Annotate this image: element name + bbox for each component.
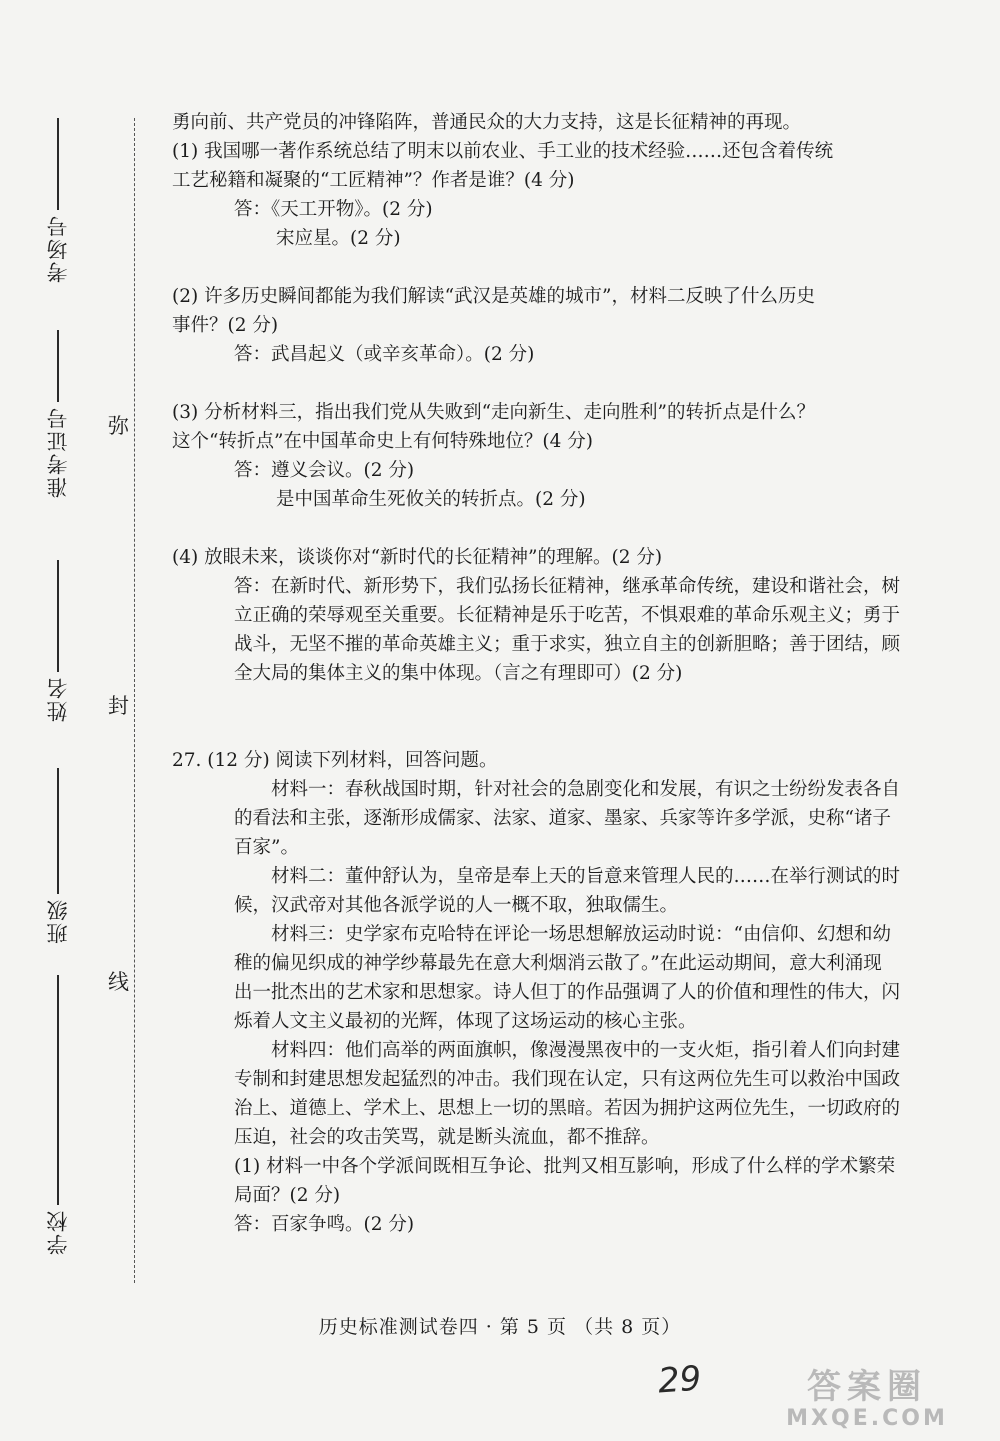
question-27-1: (1) 材料一中各个学派间既相互争论、批判又相互影响，形成了什么样的学术繁荣 [234, 1156, 896, 1177]
question-27-heading: 27. (12 分) 阅读下列材料，回答问题。 [172, 750, 498, 771]
field-label-exam-room: 考场号 [46, 214, 70, 283]
seal-char-feng: 封 [108, 694, 129, 718]
answer-line: 立正确的荣辱观至关重要。长征精神是乐于吃苦，不惧艰难的革命乐观主义；勇于 [234, 605, 901, 626]
watermark-title: 答案圈 [807, 1367, 927, 1407]
field-underline [57, 118, 59, 210]
watermark-logo [752, 1368, 982, 1434]
answer-line: 全大局的集体主义的集中体现。（言之有理即可）(2 分) [234, 663, 683, 684]
text-line: 专制和封建思想发起猛烈的冲击。我们现在认定，只有这两位先生可以救治中国政 [234, 1069, 901, 1090]
question-content [172, 108, 972, 1239]
answer-line: 答：武昌起义（或辛亥革命）。(2 分) [234, 344, 535, 365]
answer-line: 是中国革命生死攸关的转折点。(2 分) [276, 489, 586, 510]
answer-line: 答：遵义会议。(2 分) [234, 460, 415, 481]
field-underline [57, 975, 59, 1205]
question-26-1: (1) 我国哪一著作系统总结了明末以前农业、手工业的技术经验……还包含着传统 [172, 141, 834, 162]
text-line: 压迫，社会的攻击笑骂，就是断头流血，都不推辞。 [234, 1127, 660, 1148]
answer-line: 答：在新时代、新形势下，我们弘扬长征精神，继承革命传统，建设和谐社会，树 [234, 576, 901, 597]
question-26-2: (2) 许多历史瞬间都能为我们解读“武汉是英雄的城市”，材料二反映了什么历史 [172, 286, 816, 307]
seal-char-xian: 线 [108, 970, 129, 994]
page-footer: 历史标准测试卷四 · 第 5 页 （共 8 页） [318, 1316, 682, 1338]
field-label-name: 姓名 [46, 676, 70, 722]
text-line: 出一批杰出的艺术家和思想家。诗人但丁的作品强调了人的价值和理性的伟大，闪 [234, 982, 901, 1003]
material-4: 材料四：他们高举的两面旗帜，像漫漫黑夜中的一支火炬，指引着人们向封建 [271, 1040, 901, 1061]
handwritten-page-number: 29 [656, 1358, 703, 1402]
seal-char-mi: 弥 [108, 414, 129, 438]
material-2: 材料二：董仲舒认为，皇帝是奉上天的旨意来管理人民的……在举行测试的时 [271, 866, 901, 887]
text-line: 稚的偏见织成的神学纱幕最先在意大利烟消云散了。”在此运动期间，意大利涌现 [234, 953, 882, 974]
text-line: 局面？(2 分) [234, 1185, 341, 1206]
field-ticket-number [38, 330, 78, 498]
answer-line: 宋应星。(2 分) [276, 228, 401, 249]
field-school [38, 975, 78, 1255]
field-underline [57, 560, 59, 672]
text-line: 这个“转折点”在中国革命史上有何特殊地位？(4 分) [172, 431, 594, 452]
text-line: 烁着人文主义最初的光辉，体现了这场运动的核心主张。 [234, 1011, 697, 1032]
text-line: 事件？(2 分) [172, 315, 279, 336]
answer-line: 战斗，无坚不摧的革命英雄主义；重于求实，独立自主的创新胆略；善于团结，顾 [234, 634, 901, 655]
field-label-ticket-number: 准考证号 [46, 406, 70, 498]
answer-line: 答：百家争鸣。(2 分) [234, 1214, 415, 1235]
field-underline [57, 768, 59, 894]
field-exam-room [38, 118, 78, 283]
field-class [38, 768, 78, 944]
question-26-3: (3) 分析材料三，指出我们党从失败到“走向新生、走向胜利”的转折点是什么？ [172, 402, 816, 423]
field-label-school: 学校 [46, 1209, 70, 1255]
text-line: 工艺秘籍和凝聚的“工匠精神”？作者是谁？(4 分) [172, 170, 575, 191]
field-underline [57, 330, 59, 402]
text-line: 勇向前、共产党员的冲锋陷阵，普通民众的大力支持，这是长征精神的再现。 [172, 112, 802, 133]
watermark-url: MXQE.COM [786, 1406, 948, 1431]
answer-line: 答：《天工开物》。(2 分) [234, 199, 433, 220]
field-label-class: 班级 [46, 898, 70, 944]
text-line: 百家”。 [234, 837, 299, 858]
material-1: 材料一：春秋战国时期，针对社会的急剧变化和发展，有识之士纷纷发表各自 [271, 779, 901, 800]
binding-dotted-line [134, 118, 135, 1283]
text-line: 治上、道德上、学术上、思想上一切的黑暗。若因为拥护这两位先生，一切政府的 [234, 1098, 901, 1119]
text-line: 候，汉武帝对其他各派学说的人一概不取，独取儒生。 [234, 895, 679, 916]
question-26-4: (4) 放眼未来，谈谈你对“新时代的长征精神”的理解。(2 分) [172, 547, 663, 568]
material-3: 材料三：史学家布克哈特在评论一场思想解放运动时说：“由信仰、幻想和幼 [271, 924, 891, 945]
field-name [38, 560, 78, 722]
text-line: 的看法和主张，逐渐形成儒家、法家、道家、墨家、兵家等许多学派，史称“诸子 [234, 808, 891, 829]
